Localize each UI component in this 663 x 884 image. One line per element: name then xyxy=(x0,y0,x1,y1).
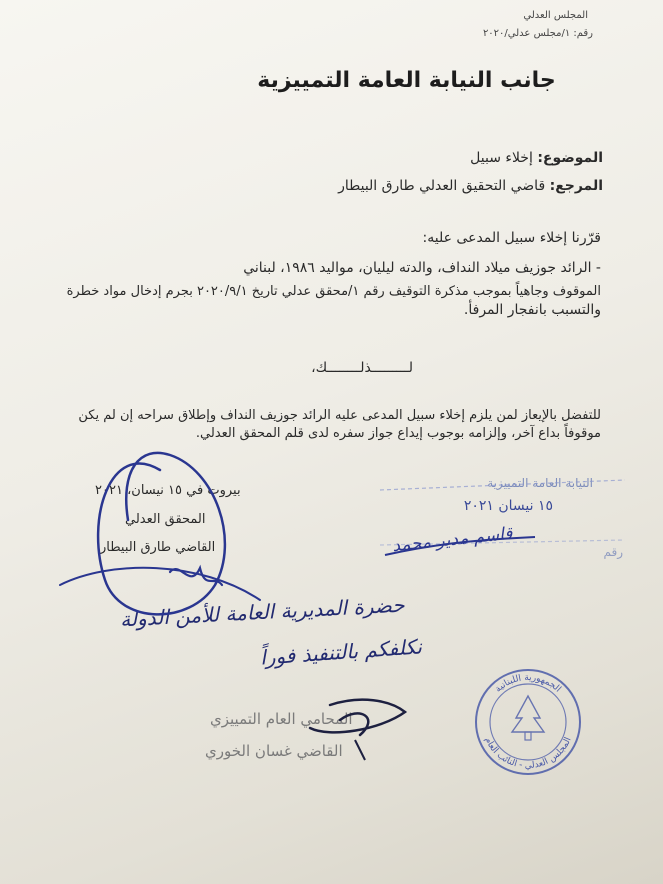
signature-place-date: بيروت في ١٥ نيسان، ٢٠٢١ xyxy=(95,483,241,498)
handwritten-annotation-2: نكلفكم بالتنفيذ فوراً xyxy=(259,634,423,670)
svg-text:المجلس العدلي - النائب العام xyxy=(482,736,573,771)
defendant-line: - الرائد جوزيف ميلاد النداف، والدته ليليان، مواليد ١٩٨٦، لبناني xyxy=(243,260,601,276)
decision-intro: قرّرنا إخلاء سبيل المدعى عليه: xyxy=(422,230,601,246)
document-title: جانب النيابة العامة التمييزية xyxy=(257,68,556,93)
prosecutor-role: المحامي العام التمييزي xyxy=(210,710,353,728)
prosecutor-signature-stroke xyxy=(310,700,405,735)
subject-label: الموضوع: xyxy=(537,150,603,166)
handwritten-receiver: قاسم مدير محمد xyxy=(391,523,514,557)
signature-oval-stroke xyxy=(98,453,225,615)
handwritten-annotation-1: حضرة المديرية العامة للأمن الدولة xyxy=(119,592,406,632)
subject-value: إخلاء سبيل xyxy=(470,150,533,166)
received-stamp-header: النيابة العامة التمييزية xyxy=(487,476,593,490)
therefore-heading: لـــــــــذلــــــــك، xyxy=(311,360,413,376)
cedar-emblem xyxy=(512,696,544,740)
signature-loop-stroke xyxy=(60,568,260,600)
detention-line-1: الموقوف وجاهياً بموجب مذكرة التوقيف رقم ١/محقق عدلي تاريخ ٢٠٢٠/٩/١ بجرم إدخال مواد خطرة xyxy=(66,284,601,299)
received-stamp-frame xyxy=(380,480,625,490)
signature-initial-stroke xyxy=(170,568,222,585)
official-seal xyxy=(472,666,584,778)
signature-role: المحقق العدلي xyxy=(125,512,206,527)
detention-line-2: والتسبب بانفجار المرفأ. xyxy=(463,302,601,318)
prosecutor-name: القاضي غسان الخوري xyxy=(205,742,343,760)
signature-name: القاضي طارق البيطار xyxy=(100,540,216,555)
request-line-1: للتفضل بالإيعاز لمن يلزم إخلاء سبيل المدعى عليه الرائد جوزيف النداف وإطلاق سراحه إن لم يكن xyxy=(78,408,601,423)
seal-top-text: الجمهورية اللبنانية xyxy=(493,672,563,695)
received-stamp-date: ١٥ نيسان ٢٠٢١ xyxy=(463,498,553,514)
receiver-underline xyxy=(385,537,535,555)
reference-label: المرجع: xyxy=(549,178,603,194)
header-ref-number: رقم: ١/مجلس عدلي/٢٠٢٠ xyxy=(482,28,593,39)
prosecutor-signature-tail xyxy=(355,740,365,760)
received-stamp-frame-bottom xyxy=(380,540,625,545)
seal-bottom-text: المجلس العدلي - النائب العام xyxy=(482,735,574,772)
reference-value: قاضي التحقيق العدلي طارق البيطار xyxy=(338,178,546,194)
received-stamp-number-label: رقم xyxy=(603,545,623,559)
header-council: المجلس العدلي xyxy=(523,10,588,21)
request-line-2: موقوفاً بداع آخر، وإلزامه بوجوب إيداع جواز سفره لدى قلم المحقق العدلي. xyxy=(195,426,601,441)
